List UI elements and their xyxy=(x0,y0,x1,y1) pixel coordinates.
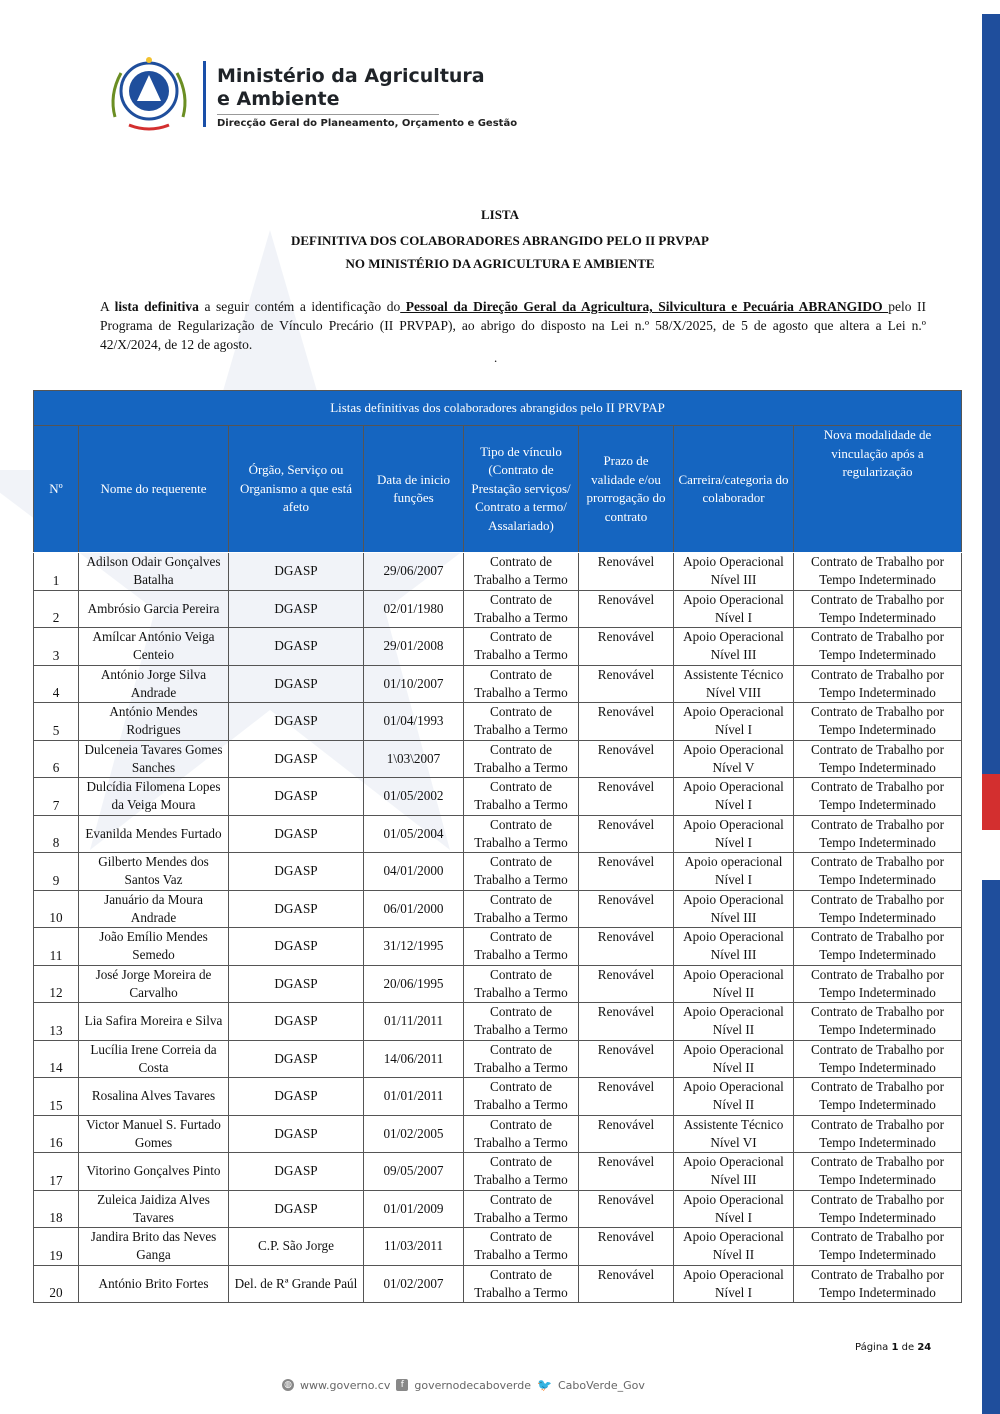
cell-career: Apoio Operacional Nível I xyxy=(674,703,794,741)
cell-start-date: 01/05/2004 xyxy=(364,815,464,853)
cell-start-date: 01/02/2005 xyxy=(364,1115,464,1153)
cell-career: Apoio Operacional Nível I xyxy=(674,1265,794,1303)
cell-start-date: 02/01/1980 xyxy=(364,590,464,628)
cell-contract-type: Contrato de Trabalho a Termo xyxy=(464,665,579,703)
cell-validity: Renovável xyxy=(579,815,674,853)
cell-organ: DGASP xyxy=(229,965,364,1003)
cell-new-modality: Contrato de Trabalho por Tempo Indeterminado xyxy=(794,1228,962,1266)
col-header-contract-type: Tipo de vínculo (Contrato de Prestação serviços/ Contrato a termo/ Assalariado) xyxy=(464,426,579,553)
cell-contract-type: Contrato de Trabalho a Termo xyxy=(464,553,579,591)
cell-contract-type: Contrato de Trabalho a Termo xyxy=(464,928,579,966)
cell-name: Jandira Brito das Neves Ganga xyxy=(79,1228,229,1266)
col-header-new-modality: Nova modalidade de vinculação após a regularização xyxy=(794,426,962,553)
title-line3: NO MINISTÉRIO DA AGRICULTURA E AMBIENTE xyxy=(345,256,655,271)
table-row xyxy=(34,1190,962,1228)
cell-organ: DGASP xyxy=(229,1115,364,1153)
cell-number: 10 xyxy=(34,890,79,928)
cell-validity: Renovável xyxy=(579,778,674,816)
cell-name: Januário da Moura Andrade xyxy=(79,890,229,928)
cell-organ: DGASP xyxy=(229,590,364,628)
title-line1: LISTA xyxy=(480,207,520,222)
cell-start-date: 29/06/2007 xyxy=(364,553,464,591)
direction-name: Direcção Geral do Planeamento, Orçamento e Gestão xyxy=(217,118,518,129)
cell-new-modality: Contrato de Trabalho por Tempo Indeterminado xyxy=(794,703,962,741)
cell-number: 8 xyxy=(34,815,79,853)
side-bar-blue-top xyxy=(982,14,1000,774)
cell-new-modality: Contrato de Trabalho por Tempo Indeterminado xyxy=(794,590,962,628)
table-row xyxy=(34,778,962,816)
cell-organ: DGASP xyxy=(229,928,364,966)
cell-validity: Renovável xyxy=(579,1115,674,1153)
cell-validity: Renovável xyxy=(579,965,674,1003)
cell-start-date: 29/01/2008 xyxy=(364,628,464,666)
cell-new-modality: Contrato de Trabalho por Tempo Indeterminado xyxy=(794,1153,962,1191)
cell-new-modality: Contrato de Trabalho por Tempo Indeterminado xyxy=(794,1265,962,1303)
page-number xyxy=(855,1342,931,1353)
footer-twitter[interactable]: CaboVerde_Gov xyxy=(557,1378,645,1392)
cell-name: Evanilda Mendes Furtado xyxy=(79,815,229,853)
cell-number: 1 xyxy=(34,553,79,591)
cell-new-modality: Contrato de Trabalho por Tempo Indeterminado xyxy=(794,815,962,853)
cell-number: 4 xyxy=(34,665,79,703)
cell-contract-type: Contrato de Trabalho a Termo xyxy=(464,778,579,816)
cell-contract-type: Contrato de Trabalho a Termo xyxy=(464,1228,579,1266)
table-row xyxy=(34,628,962,666)
table-row xyxy=(34,553,962,591)
cell-new-modality: Contrato de Trabalho por Tempo Indeterminado xyxy=(794,890,962,928)
cell-career: Apoio Operacional Nível I xyxy=(674,778,794,816)
cell-organ: DGASP xyxy=(229,628,364,666)
twitter-icon: 🐦 xyxy=(537,1378,552,1392)
cell-name: Lucília Irene Correia da Costa xyxy=(79,1040,229,1078)
cell-organ: DGASP xyxy=(229,1078,364,1116)
col-header-career: Carreira/categoria do colaborador xyxy=(674,426,794,553)
table-row xyxy=(34,853,962,891)
cell-organ: DGASP xyxy=(229,1190,364,1228)
cell-organ: DGASP xyxy=(229,665,364,703)
cell-contract-type: Contrato de Trabalho a Termo xyxy=(464,853,579,891)
cell-start-date: 01/05/2002 xyxy=(364,778,464,816)
cell-validity: Renovável xyxy=(579,1153,674,1191)
cell-number: 14 xyxy=(34,1040,79,1078)
cell-start-date: 01/11/2011 xyxy=(364,1003,464,1041)
cell-contract-type: Contrato de Trabalho a Termo xyxy=(464,1040,579,1078)
table-row xyxy=(34,928,962,966)
cell-number: 19 xyxy=(34,1228,79,1266)
cell-organ: DGASP xyxy=(229,890,364,928)
cell-career: Apoio Operacional Nível II xyxy=(674,1040,794,1078)
cell-new-modality: Contrato de Trabalho por Tempo Indeterminado xyxy=(794,553,962,591)
cell-number: 5 xyxy=(34,703,79,741)
cell-new-modality: Contrato de Trabalho por Tempo Indeterminado xyxy=(794,853,962,891)
col-header-number: Nº xyxy=(34,426,79,553)
cell-career: Apoio Operacional Nível II xyxy=(674,965,794,1003)
cell-validity: Renovável xyxy=(579,628,674,666)
cell-validity: Renovável xyxy=(579,665,674,703)
table-row xyxy=(34,590,962,628)
ministry-header xyxy=(105,55,525,135)
cell-contract-type: Contrato de Trabalho a Termo xyxy=(464,1265,579,1303)
cell-career: Apoio Operacional Nível V xyxy=(674,740,794,778)
col-header-validity: Prazo de validade e/ou prorrogação do contrato xyxy=(579,426,674,553)
cell-organ: DGASP xyxy=(229,740,364,778)
table-row xyxy=(34,740,962,778)
cell-name: Dulcídia Filomena Lopes da Veiga Moura xyxy=(79,778,229,816)
cell-career: Apoio Operacional Nível I xyxy=(674,815,794,853)
cell-career: Apoio Operacional Nível III xyxy=(674,553,794,591)
cell-organ: DGASP xyxy=(229,553,364,591)
cell-organ: DGASP xyxy=(229,1003,364,1041)
cell-organ: Del. de Rª Grande Paúl xyxy=(229,1265,364,1303)
cell-contract-type: Contrato de Trabalho a Termo xyxy=(464,590,579,628)
cell-number: 18 xyxy=(34,1190,79,1228)
cell-new-modality: Contrato de Trabalho por Tempo Indeterminado xyxy=(794,1078,962,1116)
cell-career: Assistente Técnico Nível VIII xyxy=(674,665,794,703)
table-row xyxy=(34,1003,962,1041)
table-row xyxy=(34,1115,962,1153)
page-prefix: Página xyxy=(855,1342,892,1353)
cell-validity: Renovável xyxy=(579,553,674,591)
col-header-name: Nome do requerente xyxy=(79,426,229,553)
stray-dot: . xyxy=(494,350,498,365)
cell-organ: DGASP xyxy=(229,815,364,853)
cell-number: 3 xyxy=(34,628,79,666)
cell-name: Gilberto Mendes dos Santos Vaz xyxy=(79,853,229,891)
cell-start-date: 01/01/2009 xyxy=(364,1190,464,1228)
cell-number: 17 xyxy=(34,1153,79,1191)
cell-contract-type: Contrato de Trabalho a Termo xyxy=(464,1115,579,1153)
cell-start-date: 11/03/2011 xyxy=(364,1228,464,1266)
cell-new-modality: Contrato de Trabalho por Tempo Indeterminado xyxy=(794,1190,962,1228)
cell-validity: Renovável xyxy=(579,1040,674,1078)
ministry-name-line2: e Ambiente xyxy=(217,88,340,110)
facebook-icon: f xyxy=(396,1379,408,1391)
ministry-name xyxy=(217,65,485,111)
cell-start-date: 14/06/2011 xyxy=(364,1040,464,1078)
cell-career: Apoio Operacional Nível III xyxy=(674,628,794,666)
table-row xyxy=(34,890,962,928)
cell-number: 13 xyxy=(34,1003,79,1041)
cell-career: Apoio Operacional Nível I xyxy=(674,1190,794,1228)
cell-name: António Mendes Rodrigues xyxy=(79,703,229,741)
cell-number: 15 xyxy=(34,1078,79,1116)
table-header-row xyxy=(34,426,962,553)
cell-validity: Renovável xyxy=(579,853,674,891)
cell-career: Apoio Operacional Nível III xyxy=(674,928,794,966)
cell-career: Apoio Operacional Nível II xyxy=(674,1228,794,1266)
table-row xyxy=(34,1153,962,1191)
cell-start-date: 06/01/2000 xyxy=(364,890,464,928)
cell-new-modality: Contrato de Trabalho por Tempo Indeterminado xyxy=(794,965,962,1003)
cell-number: 6 xyxy=(34,740,79,778)
cell-start-date: 31/12/1995 xyxy=(364,928,464,966)
cell-career: Apoio Operacional Nível I xyxy=(674,590,794,628)
table-row xyxy=(34,1265,962,1303)
cell-new-modality: Contrato de Trabalho por Tempo Indeterminado xyxy=(794,665,962,703)
cell-number: 11 xyxy=(34,928,79,966)
globe-icon: ◍ xyxy=(282,1379,294,1391)
cell-name: António Jorge Silva Andrade xyxy=(79,665,229,703)
page-total: 24 xyxy=(917,1342,932,1353)
cell-career: Apoio Operacional Nível III xyxy=(674,1153,794,1191)
cell-name: Rosalina Alves Tavares xyxy=(79,1078,229,1116)
table-body xyxy=(34,553,962,1303)
cell-validity: Renovável xyxy=(579,1003,674,1041)
table-row xyxy=(34,965,962,1003)
cell-name: Dulceneia Tavares Gomes Sanches xyxy=(79,740,229,778)
cell-start-date: 09/05/2007 xyxy=(364,1153,464,1191)
cell-new-modality: Contrato de Trabalho por Tempo Indeterminado xyxy=(794,628,962,666)
cell-start-date: 1\03\2007 xyxy=(364,740,464,778)
cell-contract-type: Contrato de Trabalho a Termo xyxy=(464,1153,579,1191)
table-row xyxy=(34,1228,962,1266)
footer-links xyxy=(282,1378,645,1392)
cell-validity: Renovável xyxy=(579,1265,674,1303)
side-bar-blue-bottom xyxy=(982,880,1000,1414)
cell-number: 20 xyxy=(34,1265,79,1303)
cell-contract-type: Contrato de Trabalho a Termo xyxy=(464,1190,579,1228)
cell-contract-type: Contrato de Trabalho a Termo xyxy=(464,1003,579,1041)
cell-name: António Brito Fortes xyxy=(79,1265,229,1303)
cell-organ: DGASP xyxy=(229,1040,364,1078)
intro-part1: A xyxy=(100,299,115,314)
title-line2: DEFINITIVA DOS COLABORADORES ABRANGIDO PELO II PRVPAP xyxy=(290,233,709,248)
cell-name: José Jorge Moreira de Carvalho xyxy=(79,965,229,1003)
cell-name: Zuleica Jaidiza Alves Tavares xyxy=(79,1190,229,1228)
page-current: 1 xyxy=(891,1342,899,1353)
footer-site[interactable]: www.governo.cv xyxy=(300,1378,391,1392)
cell-validity: Renovável xyxy=(579,740,674,778)
cell-validity: Renovável xyxy=(579,928,674,966)
cell-new-modality: Contrato de Trabalho por Tempo Indeterminado xyxy=(794,1040,962,1078)
cell-name: Amílcar António Veiga Centeio xyxy=(79,628,229,666)
cell-name: Vitorino Gonçalves Pinto xyxy=(79,1153,229,1191)
cell-new-modality: Contrato de Trabalho por Tempo Indeterminado xyxy=(794,1115,962,1153)
cell-validity: Renovável xyxy=(579,1228,674,1266)
cell-name: Lia Safira Moreira e Silva xyxy=(79,1003,229,1041)
cell-organ: DGASP xyxy=(229,1153,364,1191)
collaborators-table xyxy=(33,390,962,1303)
footer-facebook[interactable]: governodecaboverde xyxy=(414,1378,531,1392)
col-header-start-date: Data de inicio funções xyxy=(364,426,464,553)
cell-career: Apoio operacional Nível I xyxy=(674,853,794,891)
cell-contract-type: Contrato de Trabalho a Termo xyxy=(464,1078,579,1116)
cell-organ: DGASP xyxy=(229,853,364,891)
table-row xyxy=(34,703,962,741)
cell-start-date: 01/10/2007 xyxy=(364,665,464,703)
intro-part3: pelo II Programa de Regularização de Vínculo Precário (II PRVPAP), ao abrigo do disposto na Lei n.º 58/X/2025, de 5 de agosto que altera a Lei n.º 42/X/2024, de 12 de agosto. xyxy=(100,299,927,352)
cell-contract-type: Contrato de Trabalho a Termo xyxy=(464,815,579,853)
table-caption: Listas definitivas dos colaboradores abrangidos pelo II PRVPAP xyxy=(34,391,962,426)
cell-number: 12 xyxy=(34,965,79,1003)
cell-validity: Renovável xyxy=(579,1078,674,1116)
cell-start-date: 01/01/2011 xyxy=(364,1078,464,1116)
ministry-name-line1: Ministério da Agricultura xyxy=(217,65,485,87)
cell-validity: Renovável xyxy=(579,1190,674,1228)
cell-career: Apoio Operacional Nível III xyxy=(674,890,794,928)
cell-organ: DGASP xyxy=(229,703,364,741)
cell-validity: Renovável xyxy=(579,890,674,928)
cell-organ: C.P. São Jorge xyxy=(229,1228,364,1266)
cell-new-modality: Contrato de Trabalho por Tempo Indeterminado xyxy=(794,740,962,778)
intro-part2: a seguir contém a identificação do xyxy=(198,299,401,314)
cell-new-modality: Contrato de Trabalho por Tempo Indeterminado xyxy=(794,778,962,816)
header-rule xyxy=(217,114,439,115)
page-sep: de xyxy=(898,1342,918,1353)
cell-career: Assistente Técnico Nível VI xyxy=(674,1115,794,1153)
cell-name: Ambrósio Garcia Pereira xyxy=(79,590,229,628)
cell-new-modality: Contrato de Trabalho por Tempo Indeterminado xyxy=(794,1003,962,1041)
cell-number: 16 xyxy=(34,1115,79,1153)
cell-number: 7 xyxy=(34,778,79,816)
table-row xyxy=(34,815,962,853)
table-row xyxy=(34,665,962,703)
table-row xyxy=(34,1078,962,1116)
cell-name: Victor Manuel S. Furtado Gomes xyxy=(79,1115,229,1153)
coat-of-arms-icon xyxy=(105,55,193,135)
cell-validity: Renovável xyxy=(579,703,674,741)
cell-contract-type: Contrato de Trabalho a Termo xyxy=(464,965,579,1003)
cell-number: 2 xyxy=(34,590,79,628)
cell-new-modality: Contrato de Trabalho por Tempo Indeterminado xyxy=(794,928,962,966)
cell-contract-type: Contrato de Trabalho a Termo xyxy=(464,740,579,778)
intro-bold-underline: Pessoal da Direção Geral da Agricultura, Silvicultura e Pecuária ABRANGIDO xyxy=(400,299,889,314)
cell-number: 9 xyxy=(34,853,79,891)
cell-career: Apoio Operacional Nível II xyxy=(674,1003,794,1041)
cell-name: Adilson Odair Gonçalves Batalha xyxy=(79,553,229,591)
cell-organ: DGASP xyxy=(229,778,364,816)
cell-start-date: 01/04/1993 xyxy=(364,703,464,741)
table-row xyxy=(34,1040,962,1078)
cell-contract-type: Contrato de Trabalho a Termo xyxy=(464,703,579,741)
cell-start-date: 04/01/2000 xyxy=(364,853,464,891)
cell-name: João Emílio Mendes Semedo xyxy=(79,928,229,966)
cell-start-date: 20/06/1995 xyxy=(364,965,464,1003)
cell-contract-type: Contrato de Trabalho a Termo xyxy=(464,628,579,666)
cell-contract-type: Contrato de Trabalho a Termo xyxy=(464,890,579,928)
cell-validity: Renovável xyxy=(579,590,674,628)
cell-career: Apoio Operacional Nível II xyxy=(674,1078,794,1116)
intro-paragraph xyxy=(100,297,926,354)
brand-divider xyxy=(203,61,206,127)
cell-start-date: 01/02/2007 xyxy=(364,1265,464,1303)
intro-bold: lista definitiva xyxy=(114,299,199,314)
side-bar-red xyxy=(982,774,1000,830)
col-header-organ: Órgão, Serviço ou Organismo a que está afeto xyxy=(229,426,364,553)
